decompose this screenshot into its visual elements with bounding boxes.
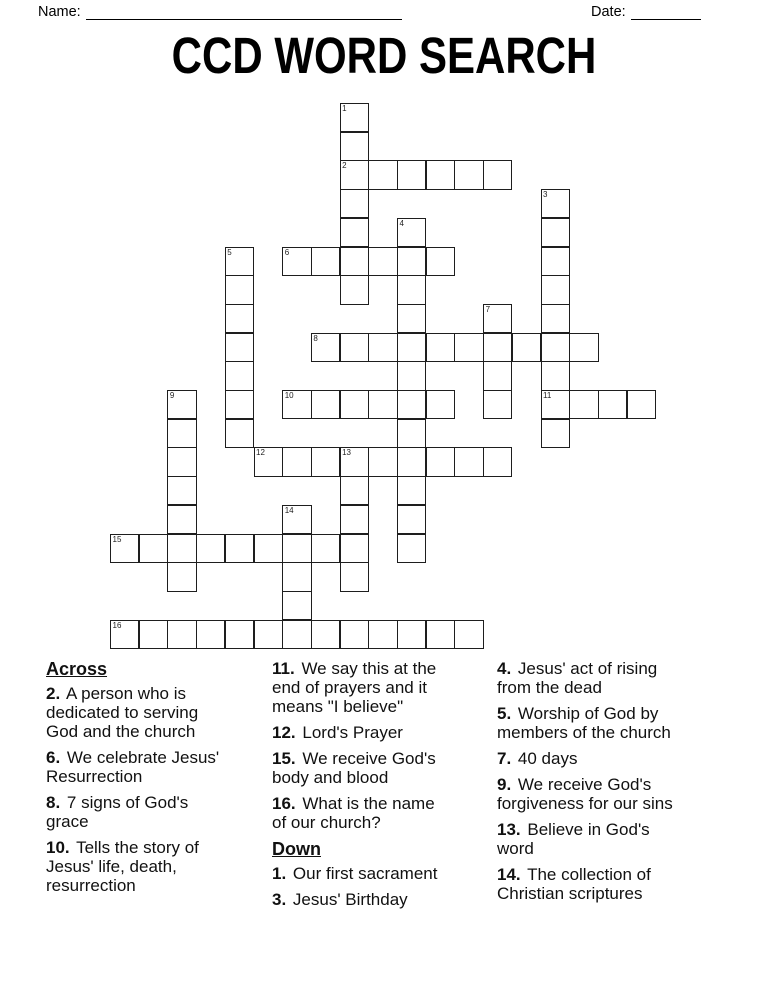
- clue-down-1: [272, 864, 448, 883]
- clue-number: 15.: [272, 749, 296, 768]
- grid-cell[interactable]: [311, 447, 340, 476]
- name-field: [38, 4, 402, 20]
- clue-text: Worship of God by members of the church: [497, 704, 671, 742]
- grid-cell[interactable]: [541, 218, 570, 247]
- grid-cell[interactable]: [167, 476, 196, 505]
- clue-across-6: [46, 748, 222, 786]
- grid-cell[interactable]: [196, 620, 225, 649]
- grid-cell[interactable]: [454, 160, 483, 189]
- grid-cell[interactable]: [139, 620, 168, 649]
- grid-cell[interactable]: [340, 247, 369, 276]
- cell-number: 12: [256, 448, 265, 458]
- grid-cell[interactable]: [254, 447, 283, 476]
- cell-number: 16: [112, 620, 122, 630]
- clue-number: 8.: [46, 793, 61, 812]
- clues-column-left: [46, 659, 222, 902]
- clue-text: We receive God's forgiveness for our sins: [497, 775, 673, 813]
- clues-column-right: [497, 659, 673, 910]
- grid-cell[interactable]: [454, 333, 483, 362]
- grid-cell[interactable]: [426, 390, 455, 419]
- grid-cell[interactable]: [483, 304, 512, 333]
- cell-number: 14: [284, 505, 294, 515]
- clue-number: 14.: [497, 865, 521, 884]
- grid-cell[interactable]: [311, 247, 340, 276]
- grid-cell[interactable]: [397, 534, 426, 563]
- grid-cell[interactable]: [167, 390, 196, 419]
- grid-cell[interactable]: [311, 333, 340, 362]
- grid-cell[interactable]: [282, 247, 311, 276]
- clue-number: 13.: [497, 820, 521, 839]
- grid-cell[interactable]: [368, 620, 397, 649]
- grid-cell[interactable]: [512, 333, 541, 362]
- cell-number: 1: [342, 104, 347, 113]
- grid-cell[interactable]: [397, 620, 426, 649]
- clue-text: The collection of Christian scriptures: [497, 865, 651, 903]
- cell-number: 11: [543, 391, 552, 400]
- grid-cell[interactable]: [598, 390, 627, 419]
- clue-number: 11.: [272, 659, 295, 678]
- clue-text: We celebrate Jesus' Resurrection: [46, 748, 220, 786]
- grid-cell[interactable]: [627, 390, 656, 419]
- grid-cell[interactable]: [282, 390, 311, 419]
- grid-cell[interactable]: [167, 505, 196, 534]
- grid-cell[interactable]: [569, 333, 598, 362]
- clue-number: 3.: [272, 890, 287, 909]
- clue-number: 6.: [46, 748, 61, 767]
- grid-cell[interactable]: [397, 447, 426, 476]
- grid-cell[interactable]: [541, 247, 570, 276]
- grid-cell[interactable]: [397, 247, 426, 276]
- grid-cell[interactable]: [225, 390, 254, 419]
- grid-cell[interactable]: [110, 620, 139, 649]
- clue-number: 10.: [46, 838, 70, 857]
- clue-across-2: [46, 684, 222, 741]
- grid-cell[interactable]: [340, 333, 369, 362]
- grid-cell[interactable]: [340, 132, 369, 161]
- grid-cell[interactable]: [454, 620, 483, 649]
- grid-cell[interactable]: [541, 275, 570, 304]
- grid-cell[interactable]: [167, 534, 196, 563]
- grid-cell[interactable]: [397, 304, 426, 333]
- puzzle-title: CCD WORD SEARCH: [171, 26, 597, 85]
- grid-cell[interactable]: [483, 361, 512, 390]
- clue-across-10: [46, 838, 222, 895]
- clue-across-11: [272, 659, 448, 716]
- date-blank-line[interactable]: [631, 4, 701, 20]
- date-field: [591, 4, 701, 20]
- cell-number: 13: [342, 448, 351, 458]
- grid-cell[interactable]: [340, 505, 369, 534]
- grid-cell[interactable]: [340, 476, 369, 505]
- grid-cell[interactable]: [225, 361, 254, 390]
- clue-down-9: [497, 775, 673, 813]
- grid-cell[interactable]: [311, 620, 340, 649]
- grid-cell[interactable]: [110, 534, 139, 563]
- clue-number: 4.: [497, 659, 512, 678]
- grid-cell[interactable]: [340, 534, 369, 563]
- grid-cell[interactable]: [483, 447, 512, 476]
- clue-text: Lord's Prayer: [302, 723, 403, 742]
- clues-column-middle: [272, 659, 448, 916]
- grid-cell[interactable]: [397, 476, 426, 505]
- grid-cell[interactable]: [340, 218, 369, 247]
- grid-cell[interactable]: [282, 505, 311, 534]
- grid-cell[interactable]: [397, 361, 426, 390]
- clue-number: 1.: [272, 864, 287, 883]
- clue-down-4: [497, 659, 673, 697]
- grid-cell[interactable]: [397, 419, 426, 448]
- grid-cell[interactable]: [541, 361, 570, 390]
- clue-down-3: [272, 890, 448, 909]
- grid-cell[interactable]: [426, 620, 455, 649]
- grid-cell[interactable]: [541, 304, 570, 333]
- cell-number: 3: [543, 190, 548, 200]
- grid-cell[interactable]: [454, 447, 483, 476]
- clue-down-14: [497, 865, 673, 903]
- grid-cell[interactable]: [541, 333, 570, 362]
- grid-cell[interactable]: [282, 447, 311, 476]
- grid-cell[interactable]: [225, 247, 254, 276]
- name-blank-line[interactable]: [86, 4, 402, 20]
- across-header: Across: [46, 659, 108, 679]
- clue-text: What is the name of our church?: [272, 794, 435, 832]
- grid-cell[interactable]: [368, 160, 397, 189]
- grid-cell[interactable]: [167, 419, 196, 448]
- grid-cell[interactable]: [541, 390, 570, 419]
- cell-number: 5: [227, 247, 232, 257]
- grid-cell[interactable]: [225, 534, 254, 563]
- grid-cell[interactable]: [340, 275, 369, 304]
- grid-cell[interactable]: [225, 620, 254, 649]
- clue-across-15: [272, 749, 448, 787]
- cell-number: 8: [313, 333, 318, 343]
- grid-cell[interactable]: [225, 419, 254, 448]
- down-header: Down: [272, 839, 321, 859]
- name-label: Name:: [38, 4, 81, 20]
- grid-cell[interactable]: [196, 534, 225, 563]
- grid-cell[interactable]: [139, 534, 168, 563]
- cell-number: 9: [169, 391, 175, 400]
- clue-down-7: [497, 749, 673, 768]
- grid-cell[interactable]: [167, 447, 196, 476]
- grid-cell[interactable]: [368, 247, 397, 276]
- cell-number: 15: [112, 534, 122, 544]
- grid-cell[interactable]: [282, 620, 311, 649]
- grid-cell[interactable]: [397, 218, 426, 247]
- grid-cell[interactable]: [397, 160, 426, 189]
- date-label: Date:: [591, 4, 626, 20]
- clue-text: 7 signs of God's grace: [46, 793, 189, 831]
- grid-cell[interactable]: [397, 390, 426, 419]
- grid-cell[interactable]: [541, 189, 570, 218]
- clue-text: Believe in God's word: [497, 820, 650, 858]
- clue-across-8: [46, 793, 222, 831]
- clue-number: 9.: [497, 775, 512, 794]
- clue-text: A person who is dedicated to serving God and the church: [46, 684, 199, 741]
- clue-down-13: [497, 820, 673, 858]
- grid-cell[interactable]: [311, 534, 340, 563]
- grid-cell[interactable]: [569, 390, 598, 419]
- grid-cell[interactable]: [426, 333, 455, 362]
- clue-across-16: [272, 794, 448, 832]
- clue-number: 16.: [272, 794, 296, 813]
- grid-cell[interactable]: [368, 390, 397, 419]
- grid-cell[interactable]: [397, 333, 426, 362]
- clue-across-12: [272, 723, 448, 742]
- grid-cell[interactable]: [225, 304, 254, 333]
- grid-cell[interactable]: [167, 620, 196, 649]
- clue-number: 12.: [272, 723, 296, 742]
- grid-cell[interactable]: [340, 390, 369, 419]
- grid-cell[interactable]: [254, 534, 283, 563]
- clue-text: We receive God's body and blood: [272, 749, 436, 787]
- grid-cell[interactable]: [483, 160, 512, 189]
- clue-text: Jesus' Birthday: [292, 890, 408, 909]
- grid-cell[interactable]: [340, 620, 369, 649]
- cell-number: 7: [485, 304, 491, 314]
- grid-cell[interactable]: [225, 333, 254, 362]
- grid-cell[interactable]: [397, 275, 426, 304]
- clue-down-5: [497, 704, 673, 742]
- grid-cell[interactable]: [368, 333, 397, 362]
- clue-text: Jesus' act of rising from the dead: [497, 659, 658, 697]
- clue-text: 40 days: [517, 749, 578, 768]
- grid-cell[interactable]: [340, 189, 369, 218]
- grid-cell[interactable]: [368, 447, 397, 476]
- grid-cell[interactable]: [254, 620, 283, 649]
- grid-cell[interactable]: [483, 390, 512, 419]
- grid-cell[interactable]: [282, 591, 311, 620]
- grid-cell[interactable]: [282, 562, 311, 591]
- clue-number: 5.: [497, 704, 512, 723]
- grid-cell[interactable]: [340, 447, 369, 476]
- grid-cell[interactable]: [340, 562, 369, 591]
- grid-cell[interactable]: [311, 390, 340, 419]
- grid-cell[interactable]: [483, 333, 512, 362]
- clue-number: 7.: [497, 749, 512, 768]
- cell-number: 2: [342, 161, 347, 171]
- grid-cell[interactable]: [541, 419, 570, 448]
- clue-text: Our first sacrament: [292, 864, 438, 883]
- grid-cell[interactable]: [225, 275, 254, 304]
- grid-cell[interactable]: [426, 160, 455, 189]
- clue-text: We say this at the end of prayers and it means "I believe": [272, 659, 437, 716]
- grid-cell[interactable]: [340, 160, 369, 189]
- clue-text: Tells the story of Jesus' life, death, resurrection: [46, 838, 199, 895]
- grid-cell[interactable]: [167, 562, 196, 591]
- cell-number: 6: [284, 247, 290, 257]
- cell-number: 4: [399, 218, 404, 228]
- grid-cell[interactable]: [397, 505, 426, 534]
- grid-cell[interactable]: [426, 447, 455, 476]
- grid-cell[interactable]: [282, 534, 311, 563]
- clue-number: 2.: [46, 684, 61, 703]
- grid-cell[interactable]: [426, 247, 455, 276]
- cell-number: 10: [284, 391, 294, 400]
- grid-cell[interactable]: [340, 103, 369, 132]
